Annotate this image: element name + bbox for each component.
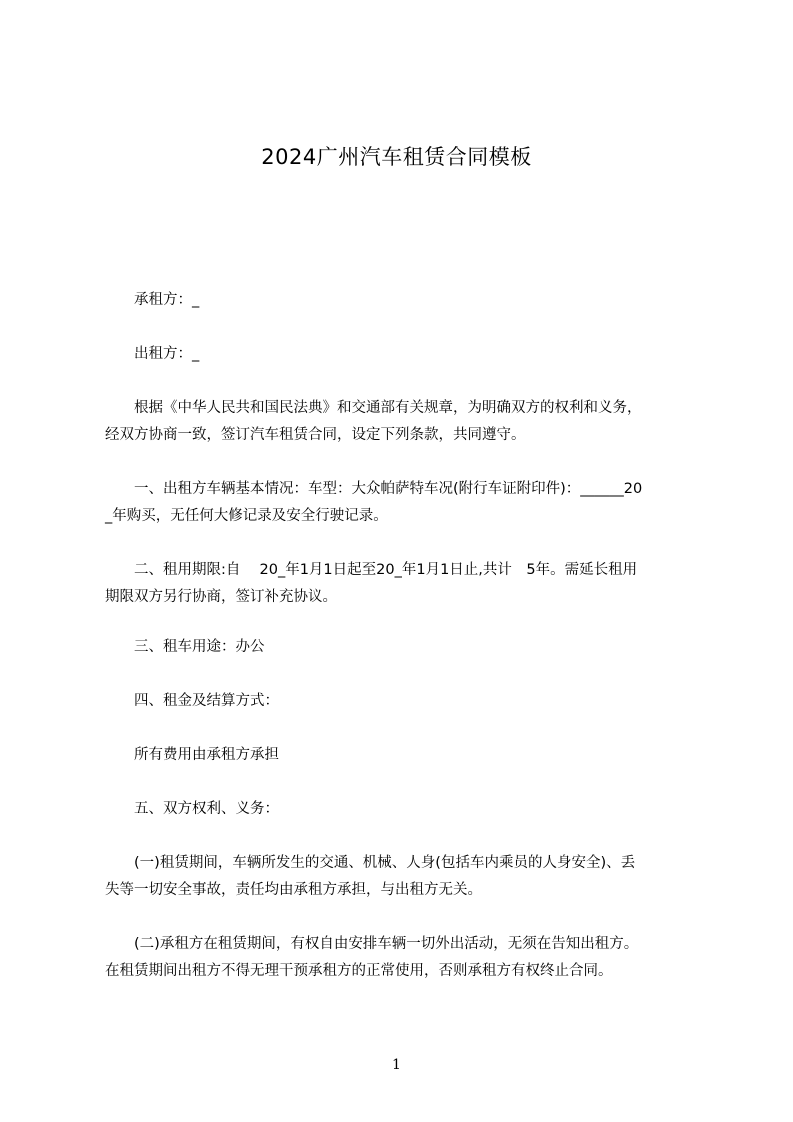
clause-5-item-2 (105, 931, 705, 985)
clause-4-fees (105, 742, 705, 769)
text-line: 出租方：_ (105, 346, 200, 362)
text-line: 二、租用期限:自 20_年1月1日起至20_年1月1日止,共计 5年。需延长租用 (105, 562, 638, 578)
text-line: 根据《中华人民共和国民法典》和交通部有关规章，为明确双方的权利和义务， (105, 400, 642, 416)
text-line: 失等一切安全事故，责任均由承租方承担，与出租方无关。 (105, 882, 482, 898)
clause-1-vehicle-info (105, 476, 705, 530)
lessee-line (105, 287, 705, 314)
text-line: _年购买，无任何大修记录及安全行驶记录。 (105, 508, 388, 524)
document-title: 2024广州汽车租赁合同模板 (261, 145, 532, 169)
text-line: 所有费用由承租方承担 (105, 747, 279, 763)
clause-4-rent-settlement (105, 688, 705, 715)
text-line: 三、租车用途：办公 (105, 639, 265, 655)
text-line: (一)租赁期间，车辆所发生的交通、机械、人身(包括车内乘员的人身安全)、丢 (105, 855, 636, 871)
clause-3-purpose (105, 634, 705, 661)
text-line: 经双方协商一致，签订汽车租赁合同，设定下列条款，共同遵守。 (105, 427, 526, 443)
text-line: 期限双方另行协商，签订补充协议。 (105, 589, 337, 605)
clause-5-item-1 (105, 850, 705, 904)
text-line: 一、出租方车辆基本情况：车型：大众帕萨特车况(附行车证附印件)：______20 (105, 481, 643, 497)
clause-2-lease-term (105, 557, 705, 611)
text-line: 五、双方权利、义务： (105, 801, 279, 817)
page-number: 1 (392, 1057, 401, 1073)
text-line: 承租方：_ (105, 292, 200, 308)
text-line: (二)承租方在租赁期间，有权自由安排车辆一切外出活动，无须在告知出租方。 (105, 936, 639, 952)
text-line: 四、租金及结算方式： (105, 693, 279, 709)
clause-5-rights-obligations (105, 796, 705, 823)
lessor-line (105, 341, 705, 368)
preamble-paragraph (105, 395, 705, 449)
text-line: 在租赁期间出租方不得无理干预承租方的正常使用，否则承租方有权终止合同。 (105, 963, 613, 979)
